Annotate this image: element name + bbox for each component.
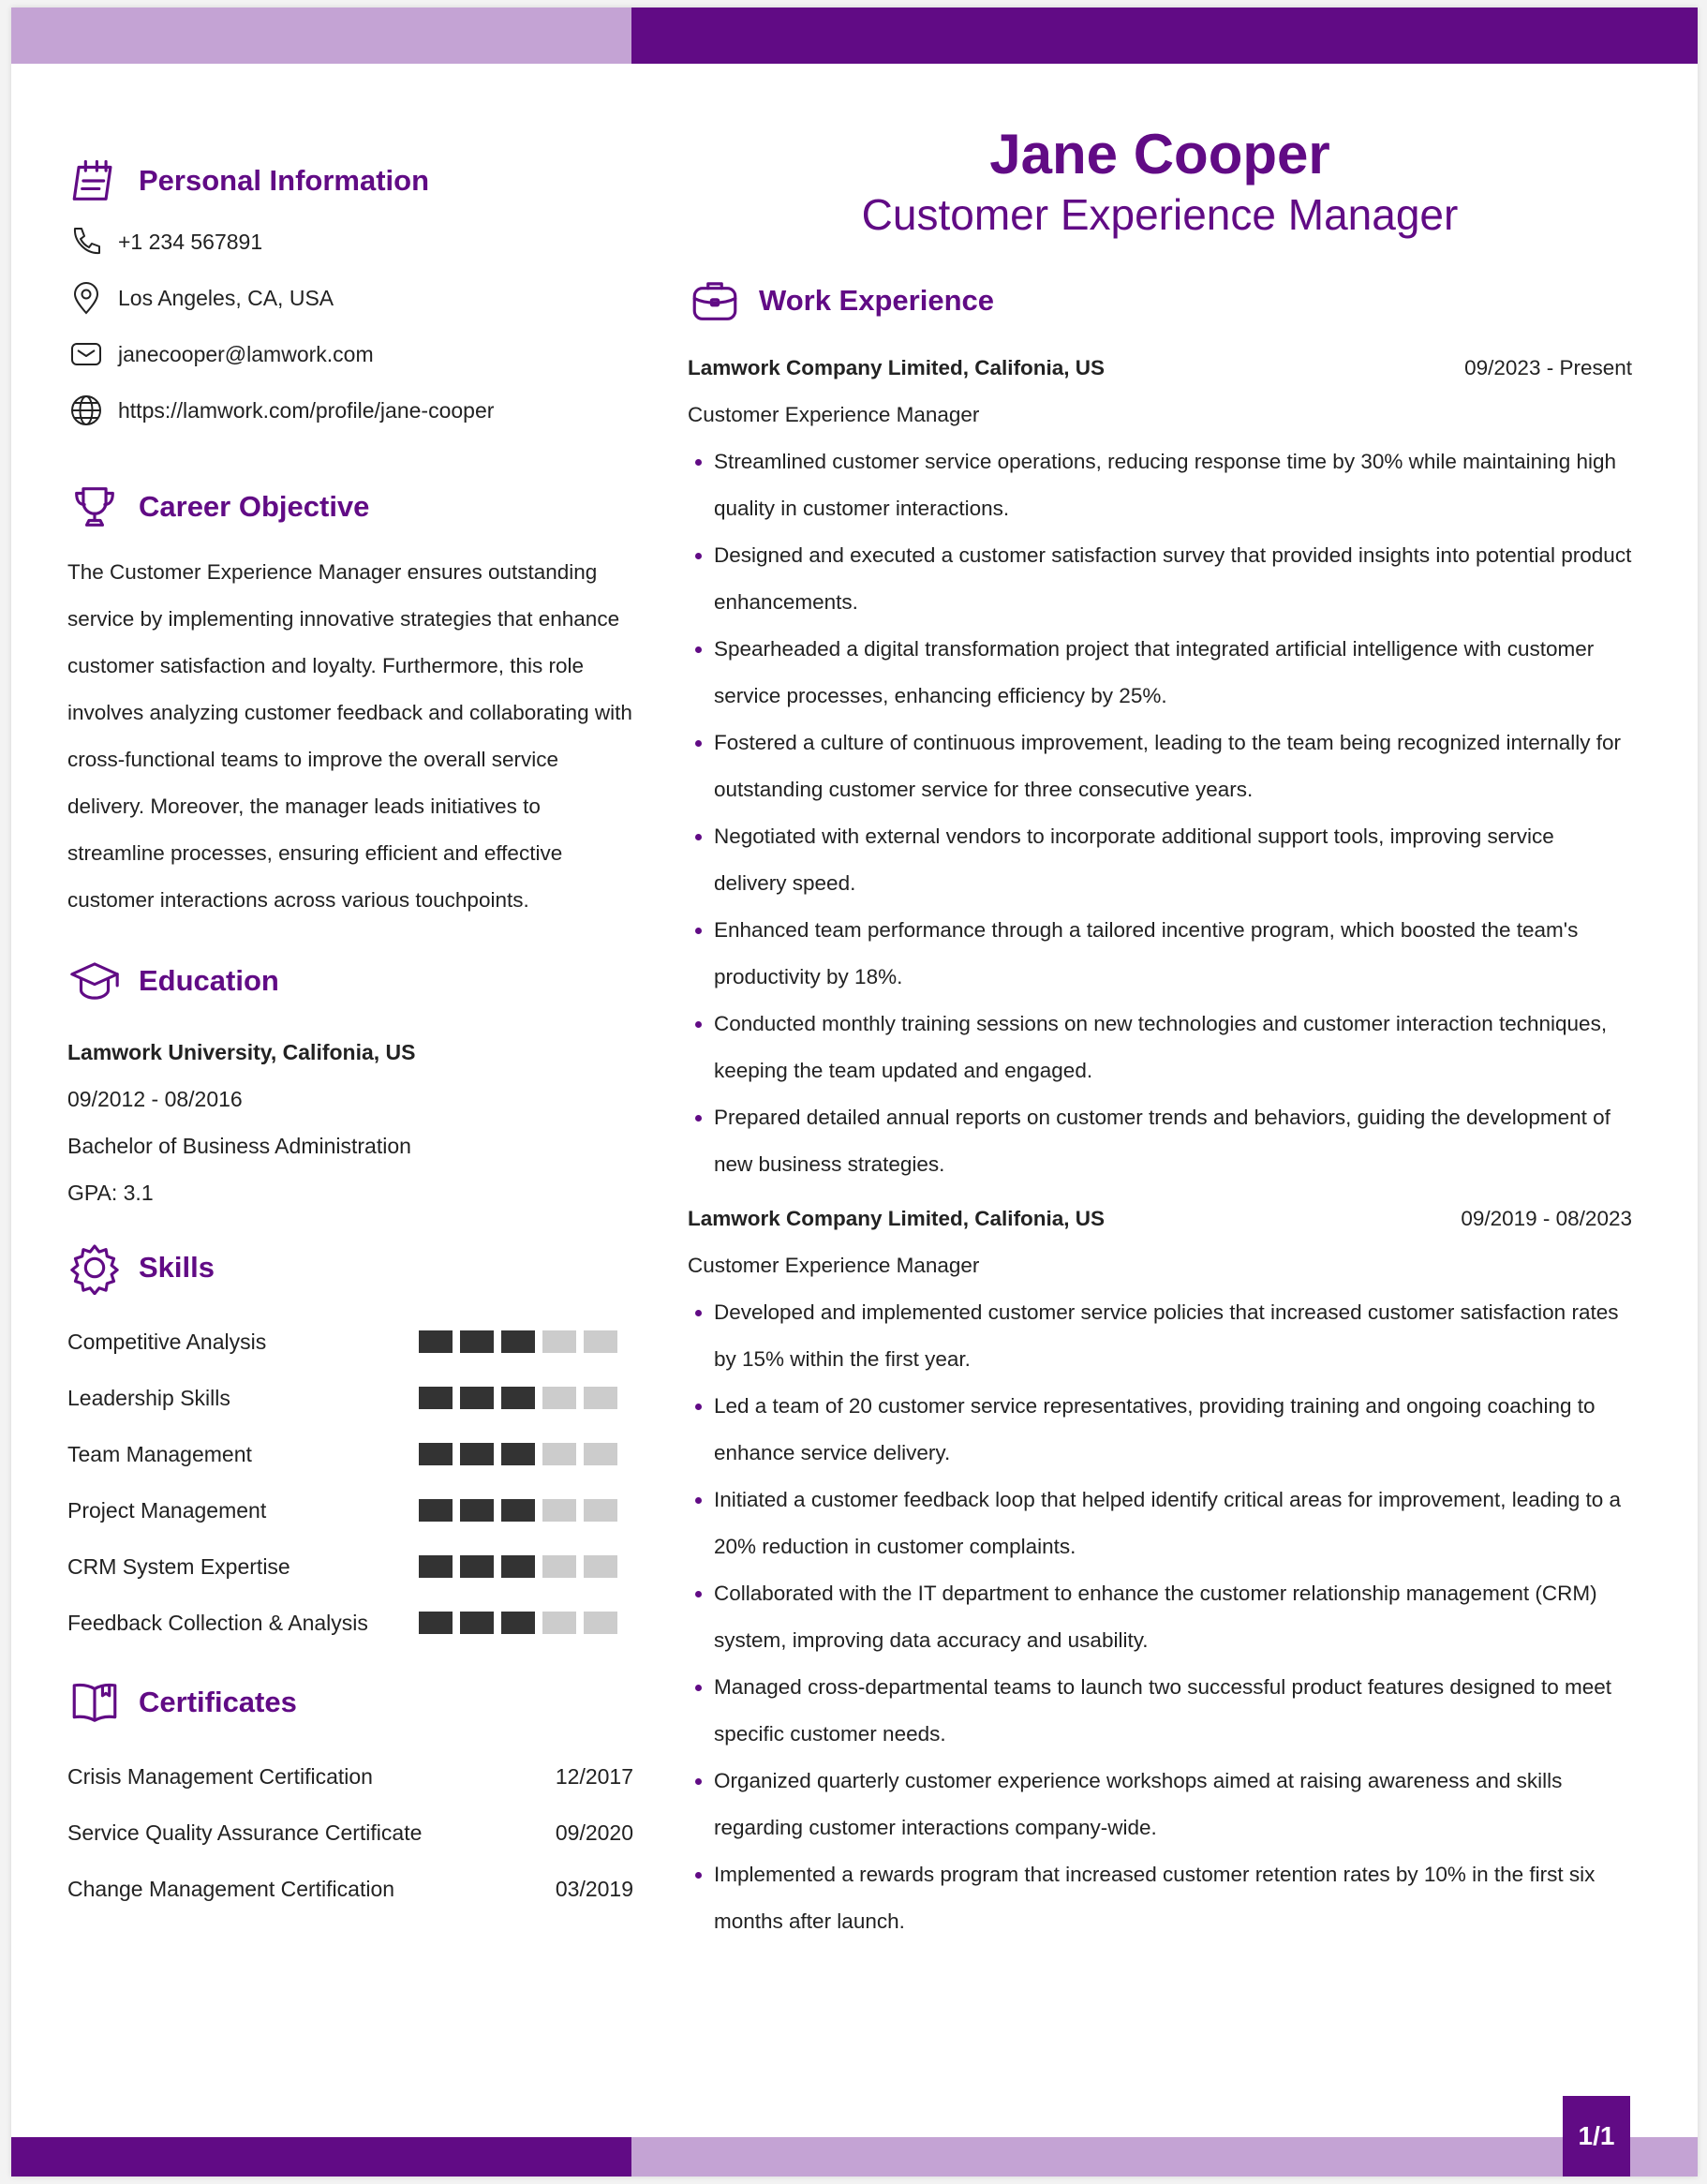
candidate-name: Jane Cooper (989, 123, 1330, 186)
certificate-name: Change Management Certification (67, 1876, 395, 1901)
skill-bar-empty (584, 1330, 617, 1353)
skill-bar-filled (460, 1330, 494, 1353)
job-header (688, 345, 1632, 392)
skill-bar-filled (501, 1612, 535, 1634)
certificate-row (67, 1748, 633, 1805)
skill-name: Team Management (67, 1441, 252, 1466)
skill-bar-filled (460, 1555, 494, 1578)
job-bullets (688, 1289, 1632, 1945)
candidate-role: Customer Experience Manager (861, 190, 1459, 239)
job-bullet: • Conducted monthly training sessions on new technologies and customer interaction techniques, keeping the team updated and engaged. (714, 1001, 1632, 1094)
education-title: Education (139, 964, 279, 997)
skill-bar-filled (419, 1555, 453, 1578)
skill-bar-empty (542, 1387, 576, 1409)
job-bullets (688, 438, 1632, 1188)
location-text: Los Angeles, CA, USA (118, 285, 334, 310)
globe-icon (67, 392, 105, 429)
skill-bar-filled (419, 1499, 453, 1522)
job-bullet: • Spearheaded a digital transformation project that integrated artificial intelligence with customer service processes, enhancing efficiency by 25%. (714, 626, 1632, 720)
objective-title: Career Objective (139, 490, 370, 523)
job-bullet: • Fostered a culture of continuous improvement, leading to the team being recognized internally for outstanding customer service for three consecutive years. (714, 720, 1632, 813)
top-band-left (11, 7, 631, 64)
skill-name: CRM System Expertise (67, 1553, 290, 1579)
objective-heading (67, 474, 633, 540)
open-book-icon (67, 1675, 122, 1730)
envelope-icon (67, 335, 105, 373)
skill-level (419, 1555, 617, 1578)
phone-row (67, 214, 633, 270)
skill-bar-filled (419, 1387, 453, 1409)
objective-text: The Customer Experience Manager ensures outstanding service by implementing innovative strategies that enhance customer satisfaction and loyalty. Furthermore, this role involves analyzing customer feedback and collaborating with cross-functional teams to improve the overall service delivery. Moreover, the manager leads initiatives to streamline processes, ensuring efficient and effective customer interactions across various touchpoints. (67, 560, 632, 912)
skill-name: Leadership Skills (67, 1385, 230, 1410)
job-bullet: • Designed and executed a customer satisfaction survey that provided insights into potential product enhancements. (714, 532, 1632, 626)
skill-bar-empty (584, 1555, 617, 1578)
skill-level (419, 1612, 617, 1634)
job-bullet: • Developed and implemented customer service policies that increased customer satisfaction rates by 15% within the first year. (714, 1289, 1632, 1383)
skill-bar-filled (501, 1330, 535, 1353)
job-entry (688, 345, 1632, 1188)
job-dates: 09/2019 - 08/2023 (1461, 1207, 1632, 1230)
top-band-right (631, 7, 1698, 64)
skill-name: Feedback Collection & Analysis (67, 1610, 368, 1635)
job-bullet: • Led a team of 20 customer service representatives, providing training and ongoing coaching to enhance service delivery. (714, 1383, 1632, 1477)
page-indicator: 1/1 (1563, 2096, 1630, 2177)
skill-bar-filled (501, 1555, 535, 1578)
skill-level (419, 1387, 617, 1409)
phone-icon (67, 223, 105, 260)
email-row (67, 326, 633, 382)
personal-info-heading (67, 148, 633, 214)
certificate-row (67, 1805, 633, 1861)
job-bullet: • Collaborated with the IT department to enhance the customer relationship management (CRM) system, improving data accuracy and usability. (714, 1570, 1632, 1664)
job-bullet: • Streamlined customer service operations, reducing response time by 30% while maintaining high quality in customer interactions. (714, 438, 1632, 532)
job-dates: 09/2023 - Present (1464, 356, 1632, 379)
job-bullet: • Prepared detailed annual reports on customer trends and behaviors, guiding the development of new business strategies. (714, 1094, 1632, 1188)
skill-bar-filled (460, 1499, 494, 1522)
graduation-cap-icon (67, 954, 122, 1008)
job-bullet: • Managed cross-departmental teams to launch two successful product features designed to meet specific customer needs. (714, 1664, 1632, 1758)
certificate-name: Service Quality Assurance Certificate (67, 1820, 423, 1845)
skills-heading (67, 1235, 633, 1300)
certificate-row (67, 1861, 633, 1917)
skills-list (67, 1314, 633, 1651)
job-company: Lamwork Company Limited, Califonia, US (688, 356, 1106, 379)
skill-bar-empty (584, 1443, 617, 1465)
location-row (67, 270, 633, 326)
gear-icon (67, 1241, 122, 1295)
skill-bar-empty (542, 1330, 576, 1353)
job-bullet: • Negotiated with external vendors to incorporate additional support tools, improving service delivery speed. (714, 813, 1632, 907)
skill-bar-empty (584, 1499, 617, 1522)
certificates-heading (67, 1670, 633, 1735)
skill-bar-filled (419, 1443, 453, 1465)
work-title: Work Experience (759, 284, 994, 317)
bottom-band-left (11, 2137, 631, 2177)
job-position: Customer Experience Manager (688, 1254, 980, 1277)
skills-title: Skills (139, 1251, 215, 1284)
briefcase-icon (688, 274, 742, 328)
certificate-date: 09/2020 (555, 1820, 633, 1845)
skill-row (67, 1370, 633, 1426)
skill-bar-empty (584, 1612, 617, 1634)
job-header (688, 1196, 1632, 1242)
job-position: Customer Experience Manager (688, 403, 980, 426)
education-school: Lamwork University, Califonia, US (67, 1040, 416, 1064)
education-dates: 09/2012 - 08/2016 (67, 1087, 243, 1111)
education-degree: Bachelor of Business Administration (67, 1134, 411, 1158)
skill-name: Project Management (67, 1497, 267, 1523)
job-bullet: • Initiated a customer feedback loop that helped identify critical areas for improvement, leading to a 20% reduction in customer complaints. (714, 1477, 1632, 1570)
trophy-icon (67, 480, 122, 534)
skill-bar-filled (460, 1612, 494, 1634)
skill-bar-filled (501, 1387, 535, 1409)
certificates-title: Certificates (139, 1686, 297, 1718)
job-entry (688, 1196, 1632, 1945)
job-bullet: • Organized quarterly customer experience workshops aimed at raising awareness and skills regarding customer interactions company-wide. (714, 1758, 1632, 1851)
skill-bar-filled (501, 1499, 535, 1522)
education-heading (67, 948, 633, 1014)
job-bullet: • Implemented a rewards program that increased customer retention rates by 10% in the first six months after launch. (714, 1851, 1632, 1945)
right-column (688, 120, 1632, 1945)
bottom-band-right (631, 2137, 1698, 2177)
skill-bar-filled (501, 1443, 535, 1465)
skill-bar-empty (542, 1443, 576, 1465)
skill-row (67, 1314, 633, 1370)
skill-bar-filled (460, 1443, 494, 1465)
skill-row (67, 1538, 633, 1595)
map-pin-icon (67, 279, 105, 317)
skill-bar-filled (419, 1330, 453, 1353)
profile-link[interactable]: https://lamwork.com/profile/jane-cooper (118, 397, 495, 423)
skill-bar-empty (542, 1555, 576, 1578)
skill-level (419, 1499, 617, 1522)
email-text[interactable]: janecooper@lamwork.com (118, 341, 374, 366)
skill-bar-empty (542, 1499, 576, 1522)
certificate-date: 12/2017 (555, 1763, 633, 1789)
skill-row (67, 1426, 633, 1482)
certificate-date: 03/2019 (555, 1876, 633, 1901)
skill-row (67, 1482, 633, 1538)
job-bullet: • Enhanced team performance through a tailored incentive program, which boosted the team's productivity by 18%. (714, 907, 1632, 1001)
education-gpa: GPA: 3.1 (67, 1181, 154, 1205)
skill-bar-filled (460, 1387, 494, 1409)
left-column (67, 148, 633, 1917)
skill-level (419, 1443, 617, 1465)
profile-row (67, 382, 633, 438)
calendar-note-icon (67, 154, 122, 208)
skill-bar-empty (542, 1612, 576, 1634)
skill-name: Competitive Analysis (67, 1329, 267, 1354)
resume-page (11, 7, 1698, 2177)
personal-info-title: Personal Information (139, 164, 430, 197)
job-company: Lamwork Company Limited, Califonia, US (688, 1207, 1106, 1230)
certificate-name: Crisis Management Certification (67, 1763, 373, 1789)
skill-bar-filled (419, 1612, 453, 1634)
work-heading (688, 268, 1632, 334)
skill-row (67, 1595, 633, 1651)
skill-level (419, 1330, 617, 1353)
skill-bar-empty (584, 1387, 617, 1409)
phone-text: +1 234 567891 (118, 229, 263, 254)
